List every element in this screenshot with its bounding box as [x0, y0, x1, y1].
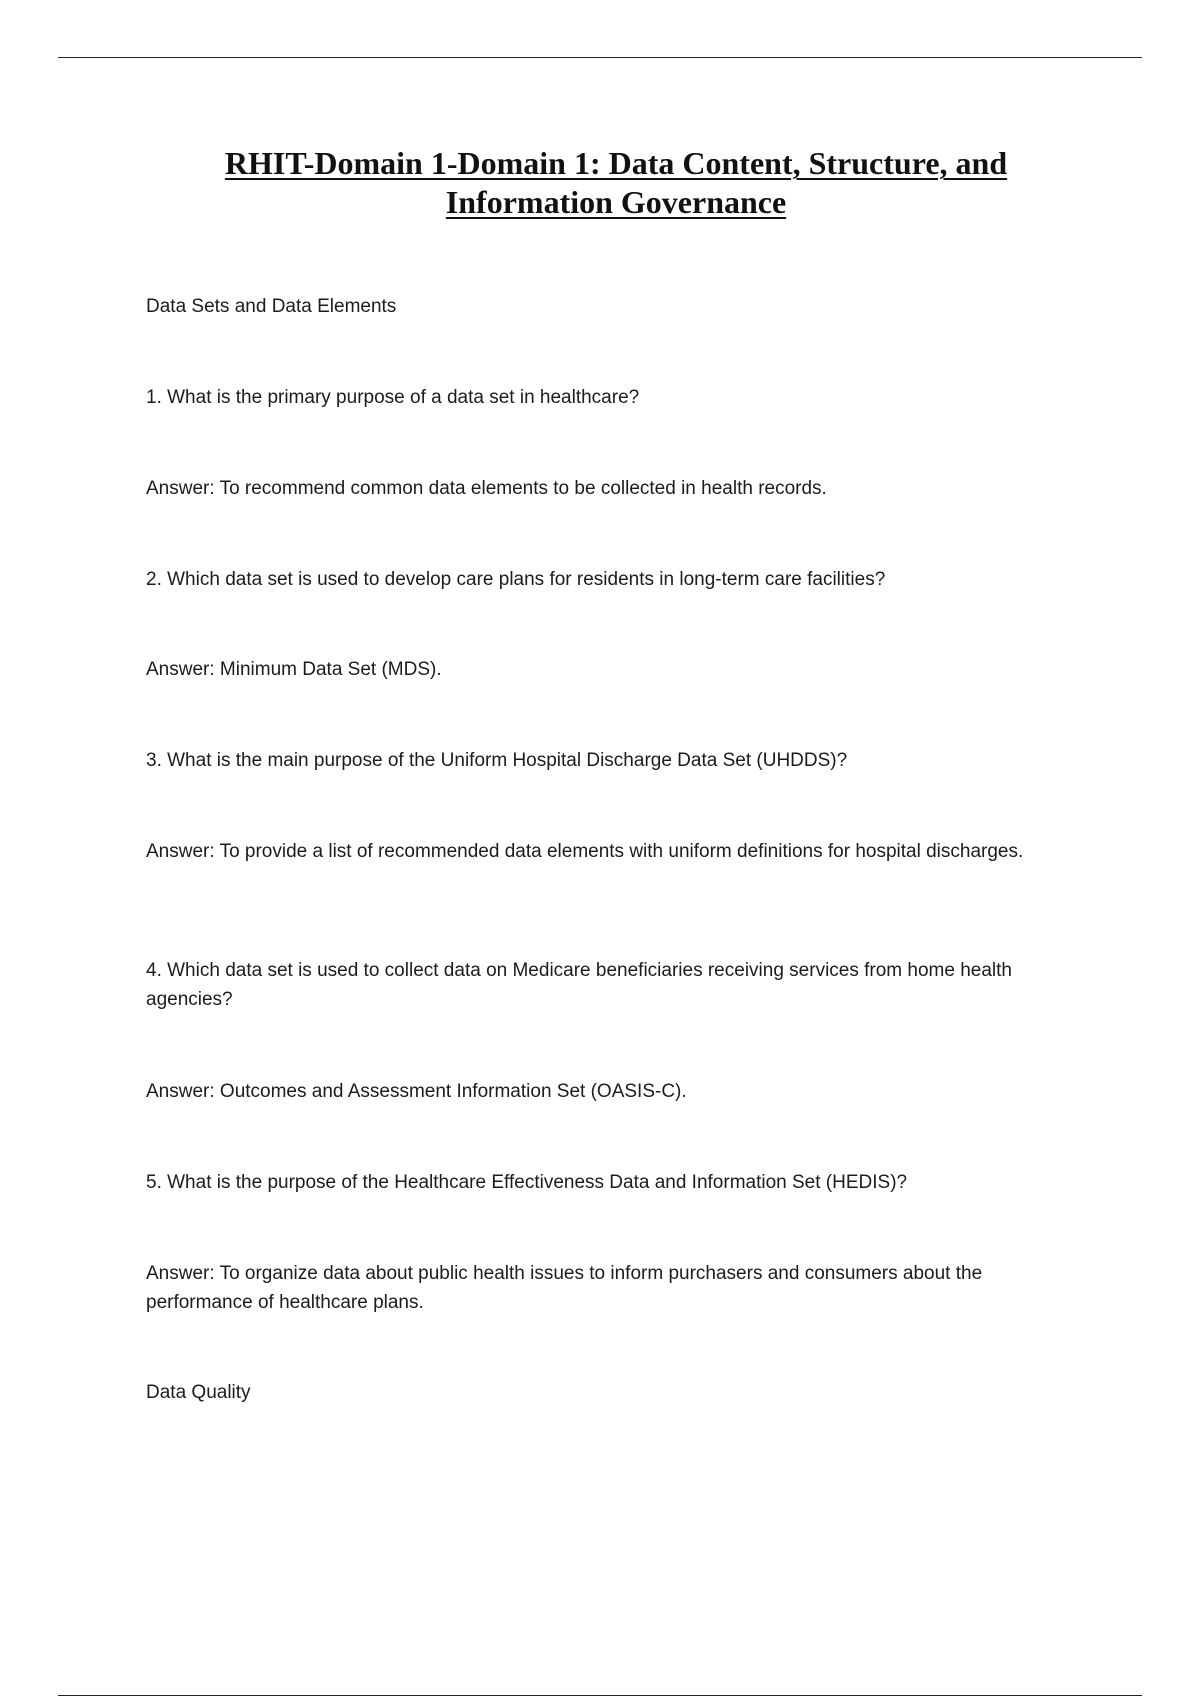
question-2: 2. Which data set is used to develop care plans for residents in long-term care facilities? [146, 569, 886, 590]
answer-3: Answer: To provide a list of recommended data elements with uniform definitions for hospital discharges. [146, 841, 1024, 862]
question-5: 5. What is the purpose of the Healthcare Effectiveness Data and Information Set (HEDIS)? [146, 1172, 908, 1193]
question-3: 3. What is the main purpose of the Uniform Hospital Discharge Data Set (UHDDS)? [146, 750, 848, 771]
answer-2: Answer: Minimum Data Set (MDS). [146, 659, 442, 680]
title-line-2: Information Governance [445, 184, 787, 220]
bottom-rule [58, 1695, 1142, 1696]
title-line-1: RHIT-Domain 1-Domain 1: Data Content, Structure, and [224, 145, 1008, 181]
question-4: 4. Which data set is used to collect data on Medicare beneficiaries receiving services from home health agencies? [146, 960, 1012, 1010]
answer-1: Answer: To recommend common data elements to be collected in health records. [146, 478, 827, 499]
document-title [160, 144, 1072, 222]
answer-4: Answer: Outcomes and Assessment Information Set (OASIS-C). [146, 1081, 687, 1102]
section-heading-data-quality: Data Quality [146, 1382, 251, 1403]
answer-5: Answer: To organize data about public health issues to inform purchasers and consumers about the performance of healthcare plans. [146, 1263, 983, 1313]
section-heading-data-sets: Data Sets and Data Elements [146, 296, 397, 317]
top-rule [58, 57, 1142, 58]
question-1: 1. What is the primary purpose of a data set in healthcare? [146, 387, 640, 408]
